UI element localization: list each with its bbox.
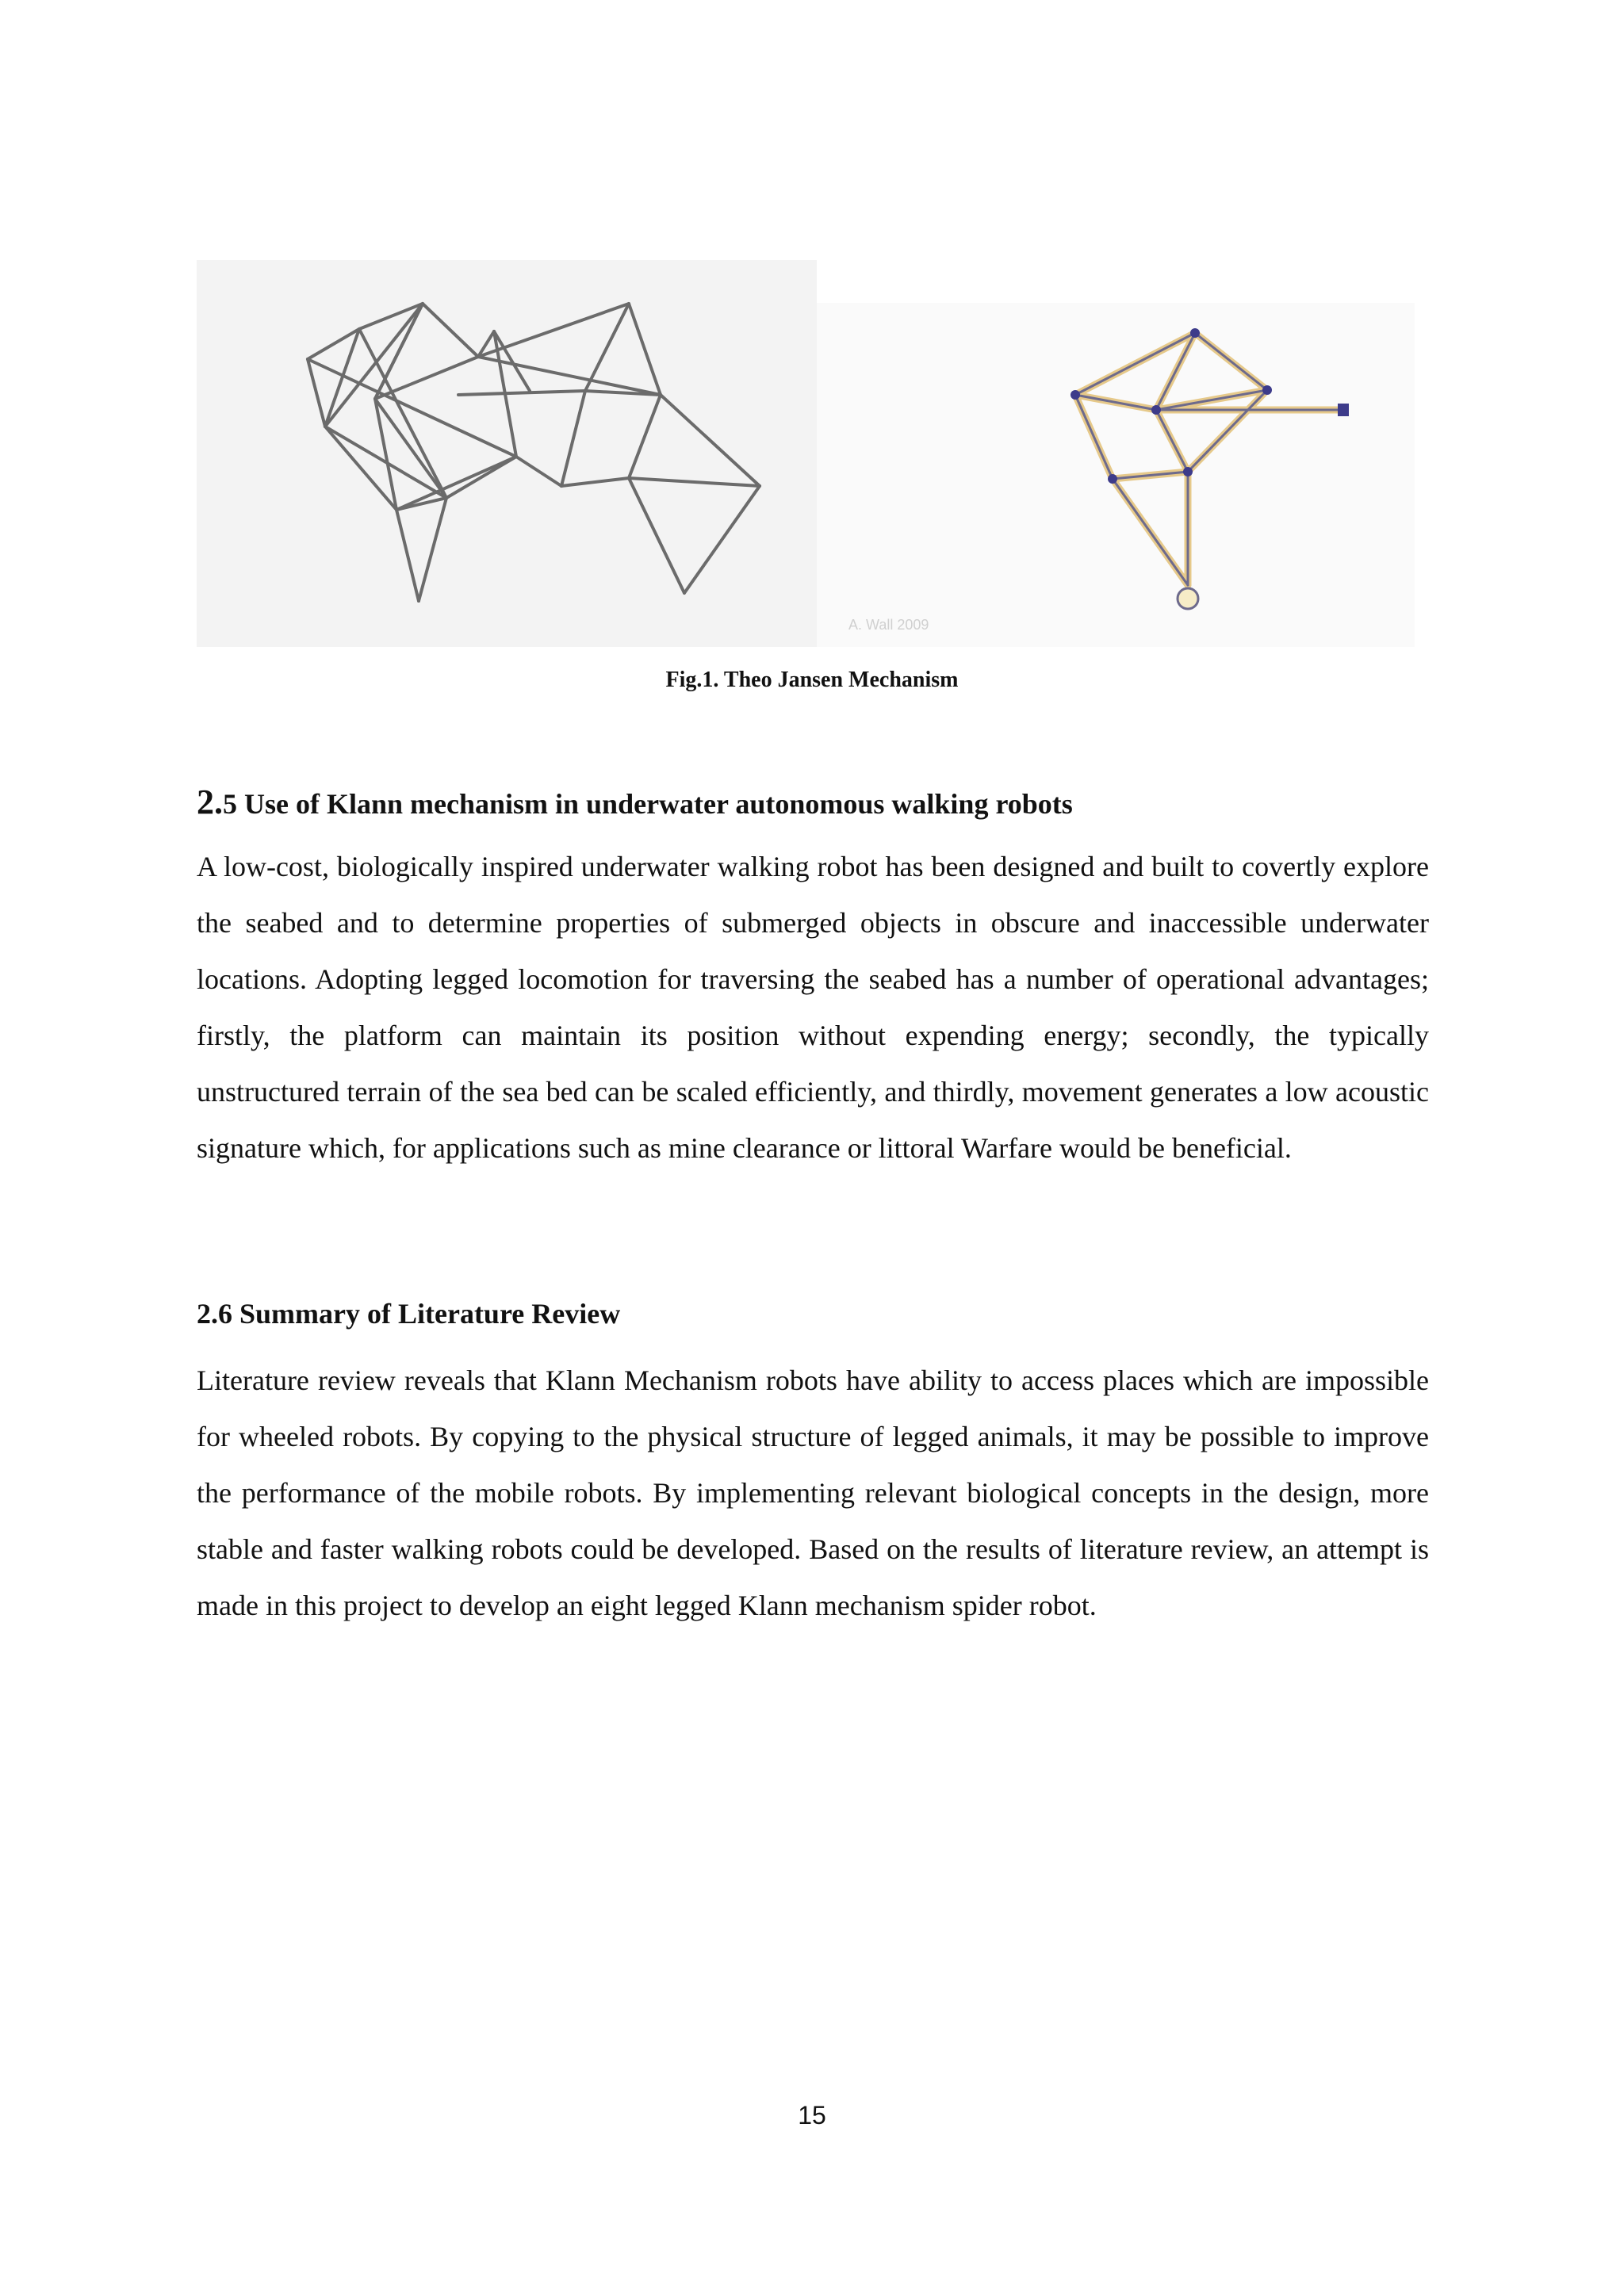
page-number: 15 (798, 2101, 826, 2130)
jansen-linkage-image (197, 260, 817, 647)
figure-caption: Fig.1. Theo Jansen Mechanism (665, 668, 959, 692)
section-2-5-body: A low-cost, biologically inspired underwater walking robot has been designed and built to covertly explore the seabed and to determine properties of submerged objects in obscure and inaccessible underwater locations. Adopting legged locomotion for traversing the seabed has a number of operational advantages; firstly, the platform can maintain its position without expending energy; secondly, the typically unstructured terrain of the sea bed can be scaled efficiently, and thirdly, movement generates a low acoustic signature which, for applications such as mine clearance or littoral Warfare would be beneficial. (197, 851, 1429, 1164)
section-number-rest: 5 (223, 788, 237, 820)
section-heading-2-6: 2.6 Summary of Literature Review (197, 1298, 621, 1330)
section-2-6-body: Literature review reveals that Klann Mechanism robots have ability to access places which are impossible for wheeled robots. By copying to the physical structure of legged animals, it may be possible to improve the performance of the mobile robots. By implementing relevant biological concepts in the design, more stable and faster walking robots could be developed. Based on the results of literature review, an attempt is made in this project to develop an eight legged Klann mechanism spider robot. (197, 1364, 1429, 1621)
section-heading-2-5 (197, 782, 1073, 822)
linkage-diagram-drawing (817, 303, 1415, 647)
figure-watermark: A. Wall 2009 (848, 617, 929, 633)
linkage-diagram-image (817, 303, 1415, 647)
jansen-linkage-drawing (197, 260, 817, 647)
section-title: Use of Klann mechanism in underwater autonomous walking robots (237, 788, 1073, 820)
section-number: 2. (197, 783, 223, 821)
